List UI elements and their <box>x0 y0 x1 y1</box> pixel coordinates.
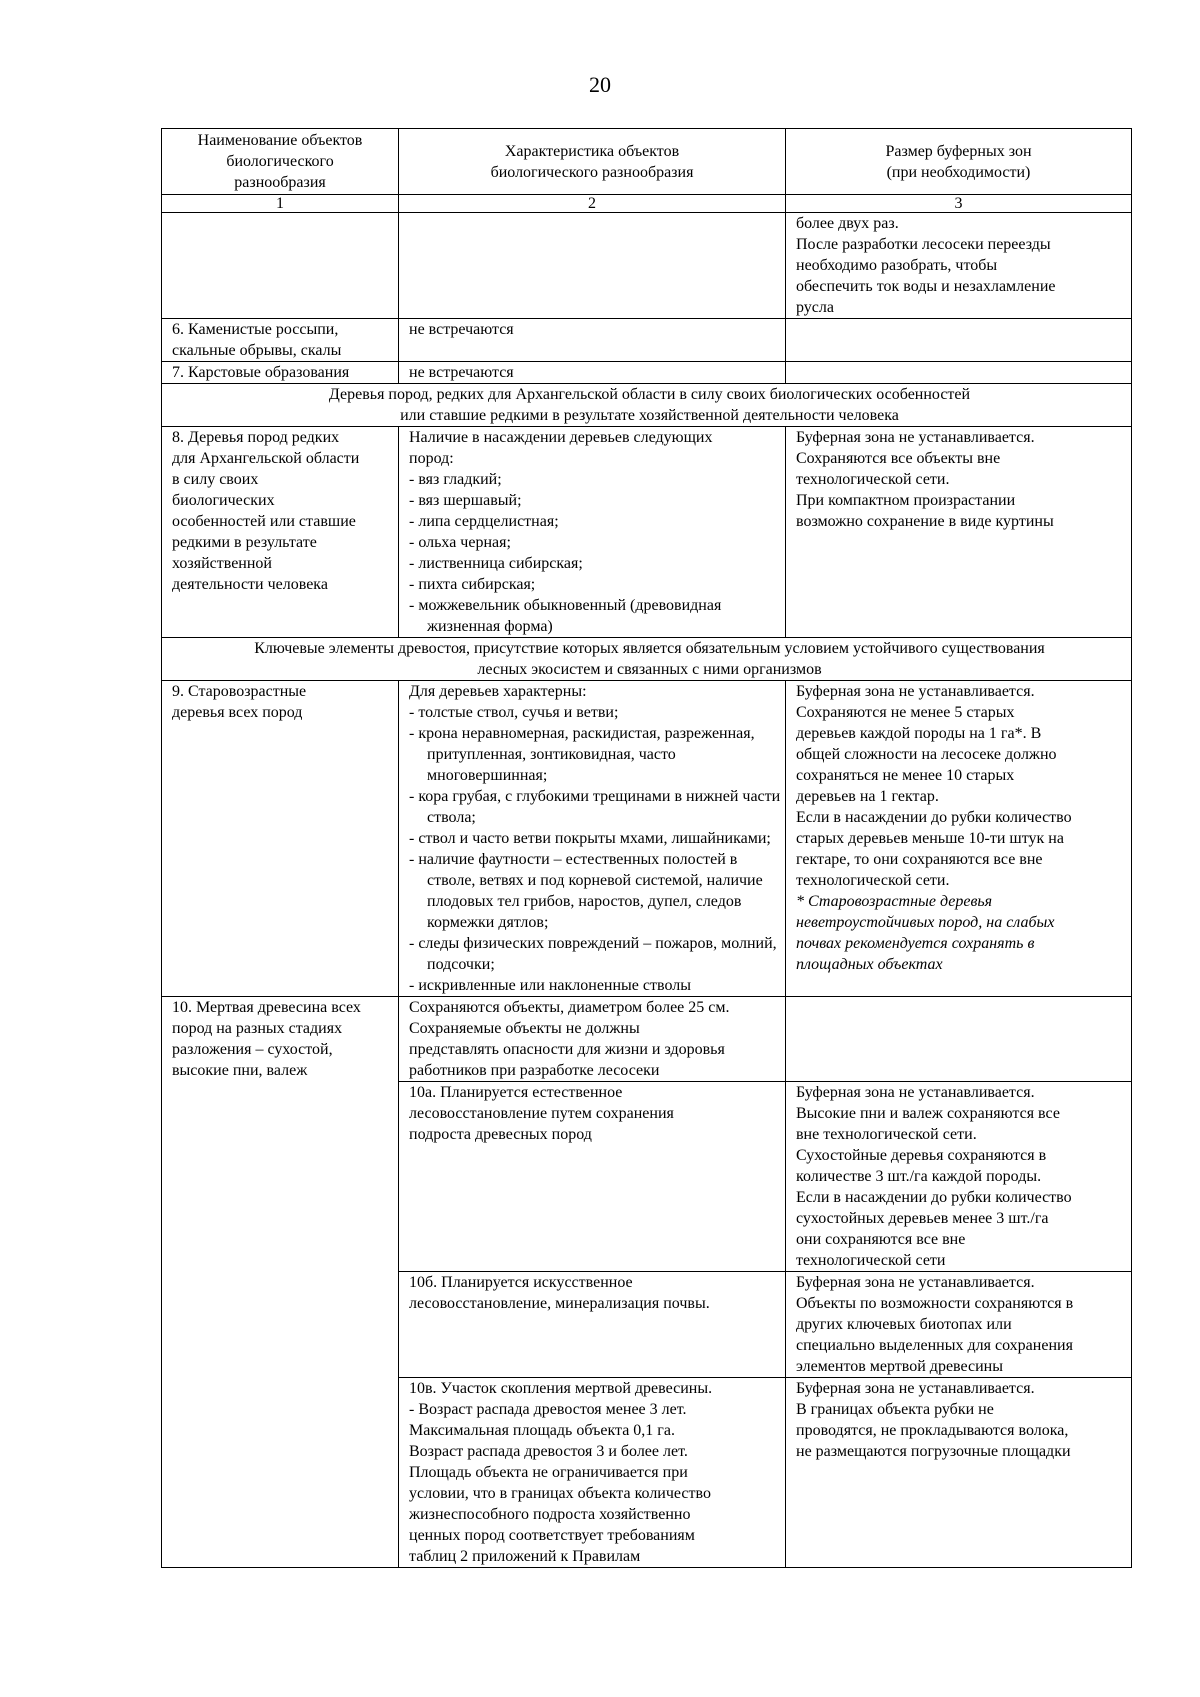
row10v-col3: Буферная зона не устанавливается. В границах объекта рубки не проводятся, не прокладываются волока, не размещаются погрузочные площадки <box>786 1378 1132 1568</box>
biodiversity-table <box>161 128 1132 1568</box>
page-number: 20 <box>589 72 611 97</box>
footnote: неветроустойчивых пород, на слабых <box>796 914 1055 931</box>
table-column-numbers-row <box>162 195 1132 213</box>
list-item: - вяз шершавый; <box>409 492 522 509</box>
row7-col1: 7. Карстовые образования <box>162 362 399 384</box>
table-row-10 <box>162 997 1132 1082</box>
table-row-8 <box>162 427 1132 638</box>
table-row-9 <box>162 681 1132 997</box>
row9-col2: Для деревьев характерны: - толстые ствол, сучья и ветви; - крона неравномерная, раскидистая, разреженная, притупленная, зонтиковидная, часто многовершинная; - кора грубая, с глубокими трещинами в нижней части ствола; - ствол и часто ветви покрыты мхами, лишайниками; - наличие фаутности – естественных полостей в стволе, ветвях и под корневой системой, наличие плодовых тел грибов, наростов, дупел, следов кормежки дятлов; - следы физических повреждений – пожаров, молний, подсочки; - искривленные или наклоненные стволы <box>399 681 786 997</box>
list-item: - можжевельник обыкновенный (древовидная жизненная форма) <box>409 597 722 635</box>
list-item: - ольха черная; <box>409 534 511 551</box>
table-header-row <box>162 129 1132 195</box>
row9-col1: 9. Старовозрастные деревья всех пород <box>162 681 399 997</box>
list-item: - ствол и часто ветви покрыты мхами, лишайниками; <box>409 830 771 847</box>
row10v-col2: 10в. Участок скопления мертвой древесины. - Возраст распада древостоя менее 3 лет. Максимальная площадь объекта 0,1 га. Возраст распада древостоя 3 и более лет. Площадь объекта не ограничивается при условии, что в границах объекта количество жизнеспособного подроста хозяйственно ценных пород соответствует требованиям таблиц 2 приложений к Правилам <box>399 1378 786 1568</box>
row7-col2: не встречаются <box>399 362 786 384</box>
footnote: * Старовозрастные деревья <box>796 893 993 910</box>
column-number-2: 2 <box>399 195 786 213</box>
row10a-col2: 10а. Планируется естественное лесовосстановление путем сохранения подроста древесных пород <box>399 1082 786 1272</box>
list-item: - следы физических повреждений – пожаров, молний, подсочки; <box>409 935 777 973</box>
footnote: почвах рекомендуется сохранять в <box>796 935 1035 952</box>
header-col3: Размер буферных зон (при необходимости) <box>786 129 1132 195</box>
header-col2: Характеристика объектов биологического разнообразия <box>399 129 786 195</box>
column-number-1: 1 <box>162 195 399 213</box>
row10b-col3: Буферная зона не устанавливается. Объекты по возможности сохраняются в других ключевых биотопах или специально выделенных для сохранения элементов мертвой древесины <box>786 1272 1132 1378</box>
continuation-col3: более двух раз. После разработки лесосеки переезды необходимо разобрать, чтобы обеспечить ток воды и незахламление русла <box>786 213 1132 319</box>
row6-col2: не встречаются <box>399 319 786 362</box>
table-row-6 <box>162 319 1132 362</box>
list-item: - крона неравномерная, раскидистая, разреженная, притупленная, зонтиковидная, часто многовершинная; <box>409 725 755 784</box>
row10a-col3: Буферная зона не устанавливается. Высокие пни и валеж сохраняются все вне технологической сети. Сухостойные деревья сохраняются в количестве 3 шт./га каждой породы. Если в насаждении до рубки количество сухостойных деревьев менее 3 шт./га они сохраняются все вне технологической сети <box>786 1082 1132 1272</box>
header-col1: Наименование объектов биологического разнообразия <box>162 129 399 195</box>
row6-col1: 6. Каменистые россыпи, скальные обрывы, скалы <box>162 319 399 362</box>
row8-col2: Наличие в насаждении деревьев следующих пород: - вяз гладкий; - вяз шершавый; - липа сердцелистная; - ольха черная; - лиственница сибирская; - пихта сибирская; - можжевельник обыкновенный (древовидная жизненная форма) <box>399 427 786 638</box>
row8-col1: 8. Деревья пород редких для Архангельской области в силу своих биологических особенностей или ставшие редкими в результате хозяйственной деятельности человека <box>162 427 399 638</box>
section-heading-rare-species: Деревья пород, редких для Архангельской области в силу своих биологических особенностей или ставшие редкими в результате хозяйственной деятельности человека <box>162 384 1132 427</box>
footnote: площадных объектах <box>796 956 943 973</box>
list-item: - липа сердцелистная; <box>409 513 559 530</box>
row10-col1: 10. Мертвая древесина всех пород на разных стадиях разложения – сухостой, высокие пни, валеж <box>162 997 399 1568</box>
list-item: - кора грубая, с глубокими трещинами в нижней части ствола; <box>409 788 781 826</box>
table-row-7 <box>162 362 1132 384</box>
section-heading-key-elements: Ключевые элементы древостоя, присутствие которых является обязательным условием устойчивого существования лесных экосистем и связанных с ними организмов <box>162 638 1132 681</box>
row10b-col2: 10б. Планируется искусственное лесовосстановление, минерализация почвы. <box>399 1272 786 1378</box>
list-item: - наличие фаутности – естественных полостей в стволе, ветвях и под корневой системой, наличие плодовых тел грибов, наростов, дупел, следов кормежки дятлов; <box>409 851 763 931</box>
list-item: - толстые ствол, сучья и ветви; <box>409 704 619 721</box>
row9-col3: Буферная зона не устанавливается. Сохраняются не менее 5 старых деревьев каждой породы на 1 га*. В общей сложности на лесосеке должно сохраняться не менее 10 старых деревьев на 1 гектар. Если в насаждении до рубки количество старых деревьев меньше 10-ти штук на гектаре, то они сохраняются все вне технологической сети. * Старовозрастные деревья неветроустойчивых пород, на слабых почвах рекомендуется сохранять в площадных объектах <box>786 681 1132 997</box>
list-item: - искривленные или наклоненные стволы <box>409 977 691 994</box>
list-item: - пихта сибирская; <box>409 576 536 593</box>
column-number-3: 3 <box>786 195 1132 213</box>
row8-col3: Буферная зона не устанавливается. Сохраняются все объекты вне технологической сети. При компактном произрастании возможно сохранение в виде куртины <box>786 427 1132 638</box>
row10-col2: Сохраняются объекты, диаметром более 25 см. Сохраняемые объекты не должны представлять опасности для жизни и здоровья работников при разработке лесосеки <box>399 997 786 1082</box>
list-item: - вяз гладкий; <box>409 471 502 488</box>
list-item: - лиственница сибирская; <box>409 555 583 572</box>
table-row-continuation <box>162 213 1132 319</box>
